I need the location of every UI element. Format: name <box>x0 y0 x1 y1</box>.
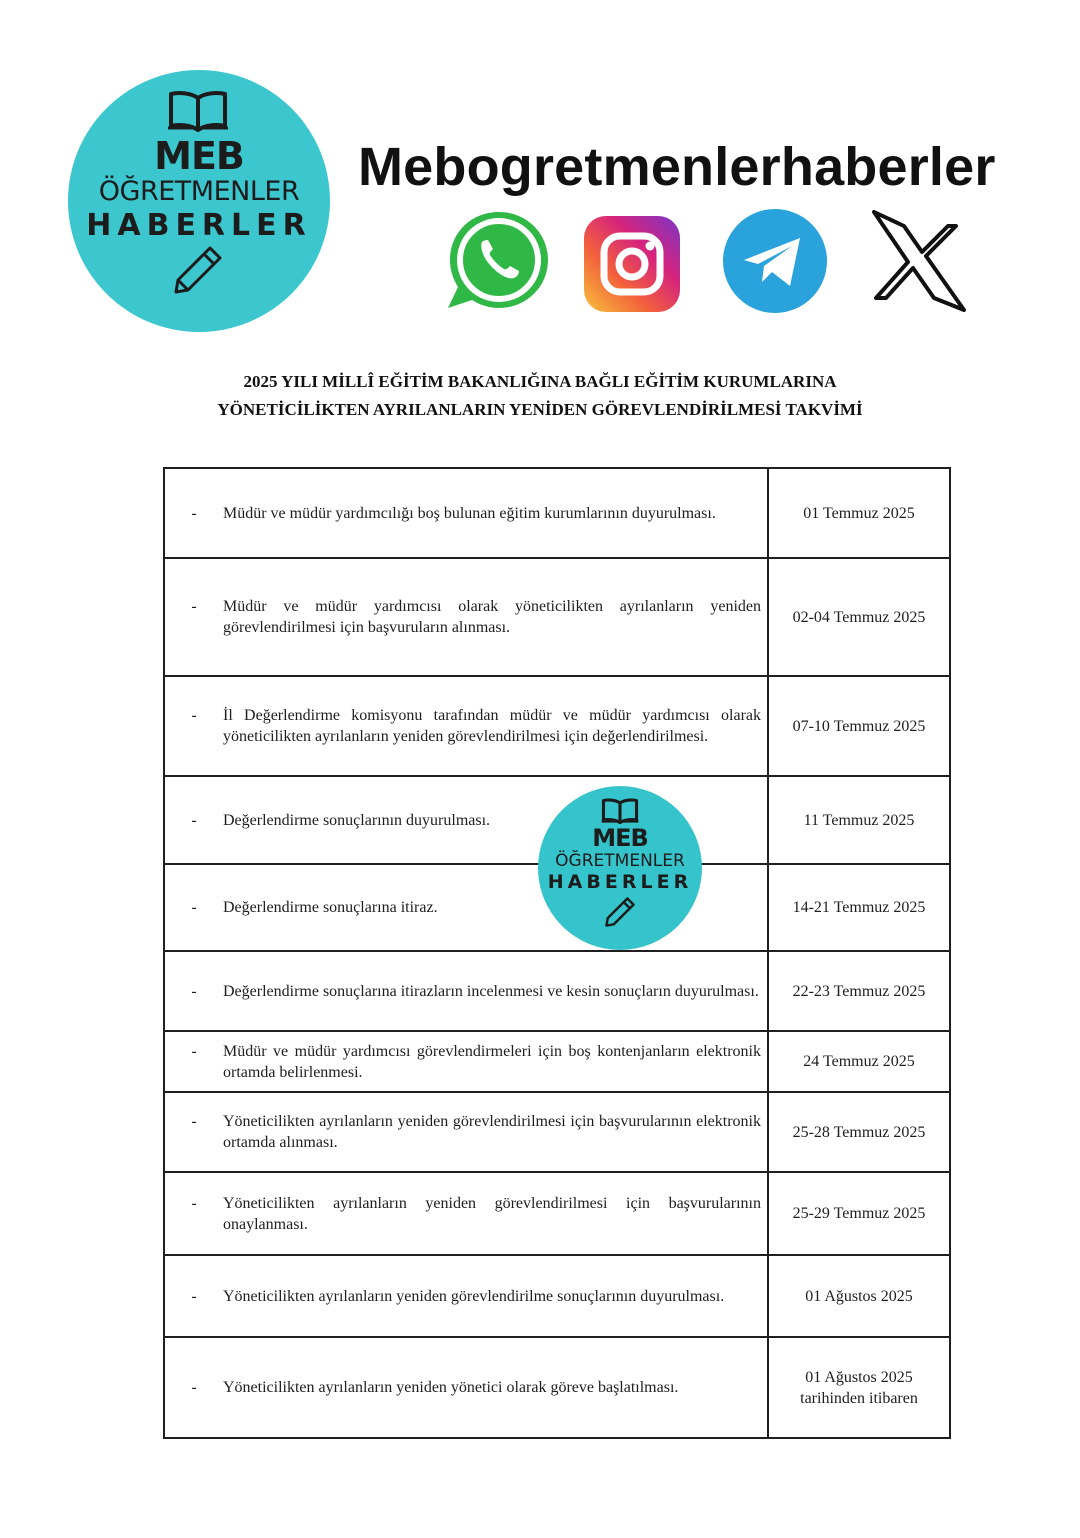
bullet-dash: - <box>191 1194 197 1212</box>
book-icon <box>167 90 229 132</box>
x-icon[interactable] <box>868 206 968 316</box>
watermark-haberler-text: HABERLER <box>547 871 693 893</box>
date-cell <box>768 776 950 864</box>
watermark-book-icon <box>601 798 639 824</box>
task-date: 24 Temmuz 2025 <box>803 1053 915 1070</box>
title-line-2: YÖNETİCİLİKTEN AYRILANLARIN YENİDEN GÖREVLENDİRİLMESİ TAKVİMİ <box>217 400 863 419</box>
task-date: 01 Temmuz 2025 <box>803 504 915 522</box>
table-row <box>164 951 950 1031</box>
task-cell <box>164 951 768 1031</box>
watermark-logo <box>538 786 702 950</box>
date-cell <box>768 1172 950 1255</box>
task-description: Yöneticilikten ayrılanların yeniden yönetici olarak göreve başlatılması. <box>223 1379 679 1396</box>
table-row <box>164 558 950 676</box>
date-cell <box>768 558 950 676</box>
task-description: Yöneticilikten ayrılanların yeniden görevlendirilme sonuçlarının duyurulması. <box>223 1287 725 1305</box>
task-date: 25-28 Temmuz 2025 <box>792 1123 926 1141</box>
task-description: Yöneticilikten ayrılanların yeniden görevlendirilmesi için başvurularının onaylanması. <box>223 1194 761 1233</box>
task-cell <box>164 1172 768 1255</box>
task-cell <box>164 1255 768 1337</box>
bullet-dash: - <box>191 982 197 1000</box>
task-date: 22-23 Temmuz 2025 <box>792 982 926 1000</box>
bullet-dash: - <box>191 1042 197 1060</box>
bullet-dash: - <box>191 707 197 724</box>
table-row <box>164 1031 950 1092</box>
task-cell <box>164 1337 768 1438</box>
telegram-icon[interactable] <box>722 208 828 314</box>
bullet-dash: - <box>191 1287 197 1305</box>
date-cell <box>768 1255 950 1337</box>
pencil-icon <box>172 244 224 296</box>
logo-meb-text: MEB <box>154 134 244 178</box>
date-cell <box>768 1092 950 1172</box>
date-cell <box>768 468 950 558</box>
task-cell <box>164 468 768 558</box>
task-description: Müdür ve müdür yardımcısı olarak yöneticilikten ayrılanların yeniden görevlendirilmesi için başvuruların alınması. <box>223 598 761 636</box>
title-line-1: 2025 YILI MİLLÎ EĞİTİM BAKANLIĞINA BAĞLI EĞİTİM KURUMLARINA <box>243 372 837 391</box>
instagram-icon[interactable] <box>582 214 682 314</box>
bullet-dash: - <box>191 811 197 829</box>
task-date: 01 Ağustos 2025 <box>805 1287 913 1305</box>
task-date: 07-10 Temmuz 2025 <box>792 717 926 735</box>
table-row <box>164 1172 950 1255</box>
watermark-meb-text: MEB <box>592 824 648 852</box>
document-title <box>120 368 960 424</box>
task-description: Değerlendirme sonuçlarının duyurulması. <box>223 811 491 829</box>
schedule-table <box>163 467 951 1439</box>
table-row <box>164 468 950 558</box>
task-cell <box>164 1092 768 1172</box>
logo-ogretmenler-text: ÖĞRETMENLER <box>98 176 300 207</box>
task-date: 01 Ağustos 2025 <box>805 1368 913 1386</box>
bullet-dash: - <box>191 504 197 522</box>
table-row <box>164 1092 950 1172</box>
task-description: Değerlendirme sonuçlarına itirazların incelenmesi ve kesin sonuçların duyurulması. <box>223 982 759 1000</box>
date-cell <box>768 1337 950 1438</box>
meb-logo <box>68 70 330 332</box>
bullet-dash: - <box>191 899 197 916</box>
page-header <box>0 0 1080 345</box>
watermark-pencil-icon <box>604 896 636 928</box>
task-cell <box>164 558 768 676</box>
date-cell <box>768 676 950 776</box>
task-description: Yöneticilikten ayrılanların yeniden görevlendirilmesi için başvurularının elektronik ortamda alınması. <box>223 1113 761 1151</box>
table-row <box>164 676 950 776</box>
task-date: 11 Temmuz 2025 <box>803 811 915 829</box>
brand-name: Mebogretmenlerhaberler <box>358 137 996 197</box>
task-cell <box>164 1031 768 1092</box>
task-description: Müdür ve müdür yardımcısı görevlendirmeleri için boş kontenjanların elektronik ortamda belirlenmesi. <box>223 1042 761 1081</box>
task-date: 25-29 Temmuz 2025 <box>792 1205 926 1222</box>
task-description: Müdür ve müdür yardımcılığı boş bulunan eğitim kurumlarının duyurulması. <box>223 504 716 522</box>
logo-haberler-text: HABERLER <box>86 208 312 243</box>
task-date: 14-21 Temmuz 2025 <box>792 899 926 916</box>
bullet-dash: - <box>191 598 197 615</box>
task-description: Değerlendirme sonuçlarına itiraz. <box>223 899 438 916</box>
task-date-note: tarihinden itibaren <box>800 1389 918 1407</box>
task-description: İl Değerlendirme komisyonu tarafından müdür ve müdür yardımcısı olarak yöneticilikten ayrılanların yeniden görevlendirilmesi için değerlendirilmesi. <box>223 707 761 745</box>
table-row <box>164 1255 950 1337</box>
table-row <box>164 1337 950 1438</box>
date-cell <box>768 864 950 951</box>
whatsapp-icon[interactable] <box>446 208 552 314</box>
task-date: 02-04 Temmuz 2025 <box>792 608 926 626</box>
task-cell <box>164 676 768 776</box>
watermark-ogretmenler-text: ÖĞRETMENLER <box>555 851 685 871</box>
date-cell <box>768 951 950 1031</box>
bullet-dash: - <box>191 1113 197 1130</box>
date-cell <box>768 1031 950 1092</box>
bullet-dash: - <box>191 1379 197 1396</box>
